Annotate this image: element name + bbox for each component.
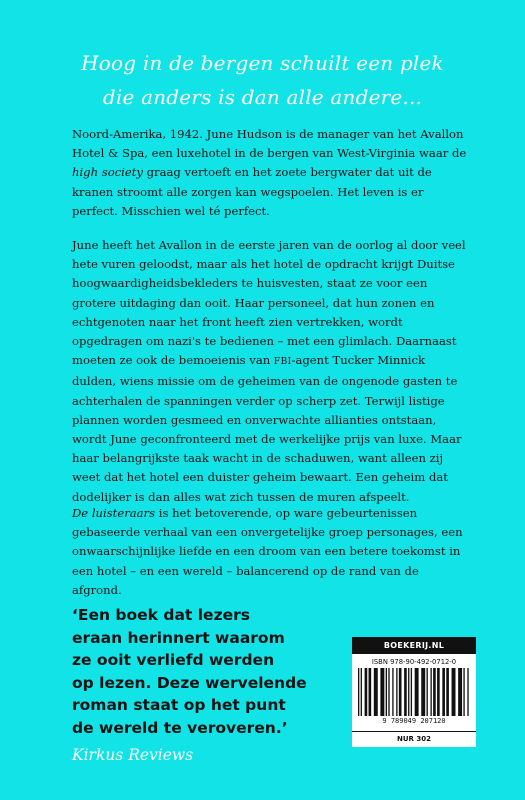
review-quote (72, 604, 332, 739)
barcode-bar (427, 668, 428, 716)
barcode-bar (411, 668, 412, 716)
quote-line-5: roman staat op het punt (72, 696, 286, 714)
p2-text-end: -agent Tucker Minnick dulden, wiens missie om de geheimen van de ongenode gasten te achterhalen de spanningen verder op scherp zet. Terwijl listige plannen worden gesmeed en onverwachte allianties ontstaan, wordt June geconfronteerd met de werkelijke prijs van luxe. Maar haar belangrijkste taak wacht in de schaduwen, want alleen zij weet dat het hotel een duister geheim bewaart. Een geheim dat dodelijker is dan alles wat zich tussen de muren afspeelt. (72, 353, 462, 504)
barcode-bar (365, 668, 368, 716)
nur-code: NUR 302 (352, 731, 476, 747)
p2-text-start: June heeft het Avallon in de eerste jaren van de oorlog al door veel hete vuren geloodst, maar als het hotel de opdracht krijgt Duitse hoogwaardigheidsbekleders te huisvesten, staat ze voor een grotere uitdaging dan ooit. Haar personeel, dat hun zonen en echtgenoten naar het front heeft zien vertrekken, wordt opgedragen om nazi's te bedienen – met een glimlach. Daarnaast moeten ze ook de bemoeienis van (72, 238, 466, 368)
barcode-digits: 9 789049 207120 (382, 717, 446, 725)
tagline-line-1: Hoog in de bergen schuilt een plek (81, 51, 444, 75)
tagline-line-2: die anders is dan alle andere... (102, 85, 423, 109)
p3-text-end: is het betoverende, op ware gebeurtenissen gebaseerde verhaal van een onvergetelijke groep personages, een onwaarschijnlijke liefde en een droom van een betere toekomst in een hotel – en een wereld – balancerend op de rand van de afgrond. (72, 506, 463, 597)
barcode-bar (463, 668, 464, 716)
barcode-bar (446, 668, 449, 716)
barcode-bar (388, 668, 389, 716)
barcode-bar (404, 668, 407, 716)
barcode-bar (415, 668, 419, 716)
barcode-bar (374, 668, 378, 716)
tagline (0, 46, 525, 114)
barcode-bar (452, 668, 456, 716)
barcode-bar (442, 668, 445, 716)
barcode-bar (408, 668, 409, 716)
barcode-bar (361, 668, 362, 716)
barcode-bar (433, 668, 436, 716)
barcode-bars (358, 668, 470, 716)
barcode-bar (369, 668, 372, 716)
p1-text-start: Noord-Amerika, 1942. June Hudson is de manager van het Avallon Hotel & Spa, een luxehotel in de bergen van West-Virginia waar de (72, 127, 467, 161)
isbn-label: ISBN 978-90-492-0712-0 (371, 658, 457, 666)
p1-italic-high-society: high society (72, 165, 143, 180)
barcode-bar (421, 668, 425, 716)
p2-smallcaps-fbi: FBI (273, 357, 292, 368)
barcode-bar (386, 668, 387, 716)
barcode-bar (467, 668, 468, 716)
publisher-brand: BOEKERIJ.NL (352, 637, 476, 654)
barcode-bar (458, 668, 462, 716)
quote-source: Kirkus Reviews (72, 746, 194, 764)
barcode-bar (399, 668, 402, 716)
barcode-box (352, 637, 476, 747)
quote-line-2: eraan herinnert waarom (72, 628, 285, 647)
barcode-bar (437, 668, 440, 716)
blurb-paragraph-3 (72, 504, 468, 600)
barcode-bar (380, 668, 384, 716)
barcode-bar (396, 668, 397, 716)
quote-line-1: ‘Een boek dat lezers (72, 606, 250, 624)
blurb-paragraph-2 (72, 236, 468, 507)
barcode-bar (392, 668, 393, 716)
quote-line-3: ze ooit verliefd werden (72, 651, 275, 669)
barcode-bar (358, 668, 359, 716)
barcode-bar (430, 668, 431, 716)
p1-text-end: graag vertoeft en het zoete bergwater dat uit de kranen stroomt alle zorgen kan wegspoelen. Het leven is er perfect. Misschien wel té perfect. (72, 165, 432, 218)
p3-italic-book-title: De luisteraars (72, 506, 156, 520)
blurb-paragraph-1 (72, 125, 468, 221)
quote-line-4: op lezen. Deze wervelende (72, 673, 307, 692)
quote-line-6: de wereld te veroveren.’ (72, 718, 288, 737)
